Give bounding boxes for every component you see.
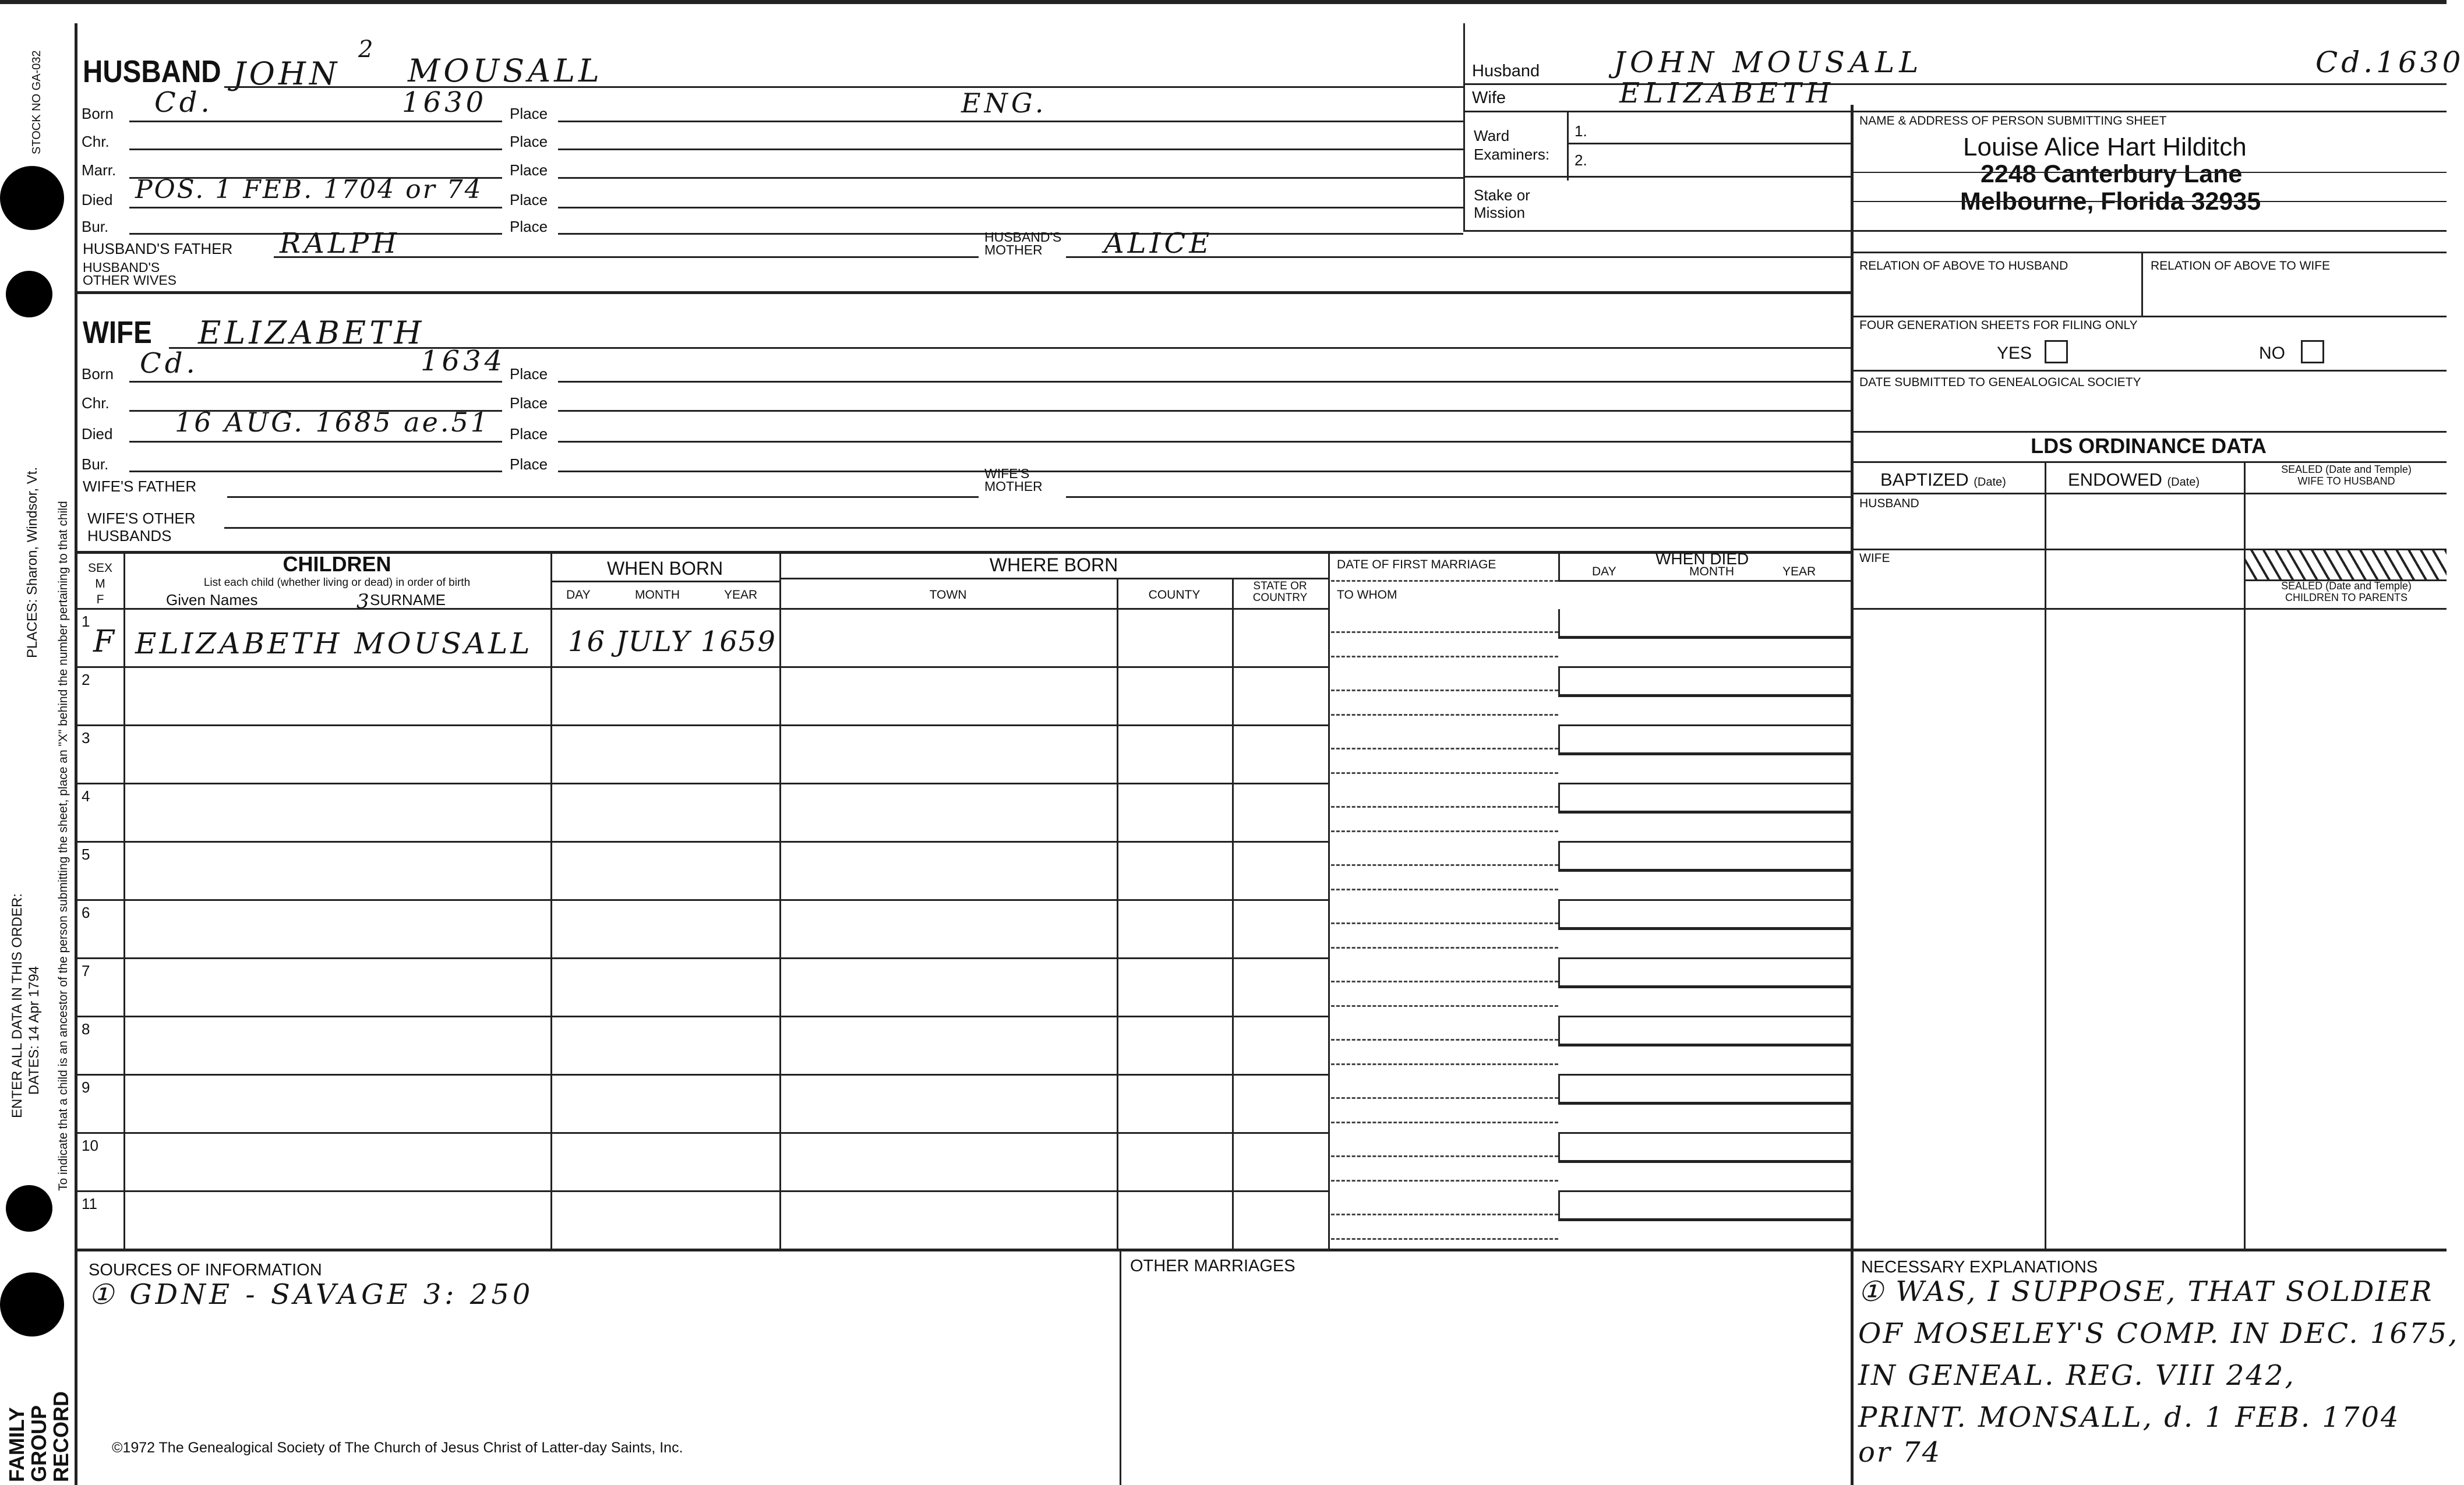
child-number: 7: [82, 962, 90, 980]
wife-heading: WIFE: [83, 315, 152, 350]
child-birth-date: 16 JULY 1659: [568, 625, 776, 658]
right-circa-value: Cd.1630: [2315, 45, 2464, 79]
table-row: [0, 608, 2447, 666]
explanation-line-2: OF MOSELEY'S COMP. IN DEC. 1675,: [1858, 1317, 2459, 1350]
sources-text: ① GDNE - SAVAGE 3: 250: [89, 1278, 534, 1311]
bottom-divider-1: [1120, 1249, 1121, 1485]
when-died-header: WHEN DIED: [1655, 550, 1749, 568]
died-box-line: [1558, 1044, 1851, 1046]
marriage-date-dash: [1331, 864, 1558, 866]
child-name: ELIZABETH MOUSALL: [135, 627, 533, 660]
marriage-whom-dash: [1331, 1180, 1558, 1182]
died-box-left: [1558, 842, 1560, 870]
wife-bur-place-label: Place: [510, 455, 548, 473]
table-row: [0, 841, 2447, 899]
died-box-left: [1558, 1075, 1560, 1103]
husband-chr-label: Chr.: [82, 133, 110, 150]
marriage-whom-dash: [1331, 656, 1558, 657]
child-number: 1: [82, 613, 90, 630]
binder-hole-4: [0, 1272, 64, 1336]
marriage-date-dash: [1331, 1214, 1558, 1215]
no-label: NO: [2259, 344, 2285, 363]
marriage-whom-dash: [1331, 1005, 1558, 1007]
examiner-2-label: 2.: [1575, 151, 1587, 169]
died-day-header: DAY: [1592, 565, 1616, 578]
wifes-father-label: WIFE'S FATHER: [83, 478, 197, 495]
table-row: [0, 724, 2447, 783]
marriage-date-dash: [1331, 981, 1558, 982]
top-border: [0, 0, 2447, 4]
died-box-left: [1558, 1017, 1560, 1045]
relation-top-line: [1851, 252, 2447, 253]
state-header: STATE OR COUNTRY: [1252, 580, 1308, 604]
husband-generation-mark: 2: [358, 36, 377, 63]
col-died-left: [1558, 551, 1560, 580]
address-line-3: [1851, 230, 2447, 232]
marriage-whom-dash: [1331, 1063, 1558, 1065]
child-number: 6: [82, 904, 90, 921]
wifes-mother-label: WIFE'S MOTHER: [984, 466, 1043, 494]
died-box-left: [1558, 784, 1560, 812]
examiners-label: Examiners:: [1474, 146, 1550, 163]
bottom-section-line: [75, 1249, 2447, 1251]
wife-born-year: 1634: [421, 345, 506, 377]
four-generation-bottom-line: [1851, 370, 2447, 372]
yes-checkbox[interactable]: [2045, 340, 2068, 363]
husband-born-place-line: [558, 121, 1463, 122]
ward-divider: [1567, 111, 1569, 181]
yes-label: YES: [1997, 344, 2032, 363]
wife-given-name: ELIZABETH: [198, 314, 425, 351]
explanation-line-3: IN GENEAL. REG. VIII 242,: [1858, 1359, 2296, 1392]
husband-bur-place-label: Place: [510, 218, 548, 235]
submitter-city: Melbourne, Florida 32935: [1960, 188, 2261, 215]
husband-born-line: [129, 121, 502, 122]
marriage-whom-dash: [1331, 947, 1558, 949]
born-month-header: MONTH: [635, 588, 680, 602]
child-number: 3: [82, 729, 90, 747]
stake-label: Stake or Mission: [1474, 186, 1530, 221]
first-marriage-header: DATE OF FIRST MARRIAGE: [1337, 558, 1496, 571]
wife-chr-label: Chr.: [82, 394, 110, 412]
husband-born-place-label: Place: [510, 105, 548, 122]
husbands-other-wives-label: HUSBAND'S OTHER WIVES: [83, 260, 177, 288]
husbands-mother-label: HUSBAND'S MOTHER: [984, 229, 1062, 257]
endowed-label: ENDOWED (Date): [2068, 469, 2200, 490]
husband-marr-place-line: [558, 177, 1463, 179]
when-born-header: WHEN BORN: [606, 558, 723, 579]
wife-born-place-label: Place: [510, 365, 548, 383]
county-header: COUNTY: [1148, 588, 1201, 602]
husbands-father-label: HUSBAND'S FATHER: [83, 240, 233, 257]
born-day-header: DAY: [566, 588, 591, 602]
explanation-line-5: or 74: [1858, 1436, 1942, 1469]
ward-label: Ward: [1474, 127, 1510, 144]
died-box-line: [1558, 1160, 1851, 1163]
wife-died-line: [129, 441, 502, 443]
died-box-line: [1558, 927, 1851, 930]
husband-surname: MOUSALL: [408, 52, 603, 89]
date-submitted-line: [1851, 431, 2447, 433]
husbands-father-line: [274, 256, 979, 258]
no-checkbox[interactable]: [2301, 340, 2324, 363]
wife-bur-line: [129, 471, 502, 472]
wifes-other-husbands-label: WIFE'S OTHER HUSBANDS: [87, 510, 196, 544]
child-number: 10: [82, 1137, 98, 1154]
wife-born-line: [129, 381, 502, 383]
when-born-sub-line: [550, 581, 779, 582]
side-dates: DATES: 14 Apr 1794: [26, 966, 42, 1095]
relation-husband-label: RELATION OF ABOVE TO HUSBAND: [1859, 259, 2068, 273]
husband-died-place-label: Place: [510, 191, 548, 208]
marriage-whom-dash: [1331, 772, 1558, 774]
lds-wife-label: WIFE: [1859, 551, 1890, 565]
stock-number: STOCK NO GA-032: [30, 50, 43, 154]
right-husband-line: [1463, 83, 2447, 85]
right-wife-value: ELIZABETH: [1619, 77, 1835, 109]
died-box-line: [1558, 694, 1851, 697]
died-box-left: [1558, 667, 1560, 695]
lds-heading: LDS ORDINANCE DATA: [2031, 434, 2267, 458]
table-row: [0, 1132, 2447, 1190]
relation-bottom-line: [1851, 316, 2447, 317]
wife-died-place-line: [558, 441, 1851, 443]
submitter-name: Louise Alice Hart Hilditch: [1963, 133, 2247, 161]
born-year-header: YEAR: [724, 588, 758, 602]
right-husband-value: JOHN MOUSALL: [1614, 45, 1923, 79]
husband-died-label: Died: [82, 191, 113, 208]
husband-chr-place-line: [558, 148, 1463, 150]
four-generation-label: FOUR GENERATION SHEETS FOR FILING ONLY: [1859, 319, 2138, 332]
examiner-1-line: [1567, 143, 1851, 144]
form-title: FAMILY GROUP RECORD: [5, 1391, 73, 1482]
side-places: PLACES: Sharon, Windsor, Vt.: [24, 466, 40, 658]
surname-header: SURNAME: [370, 591, 446, 609]
wife-chr-place-label: Place: [510, 394, 548, 412]
husband-died-line: [129, 207, 502, 208]
relation-divider: [2141, 252, 2143, 316]
husband-right-divider: [1463, 23, 1465, 230]
marriage-whom-dash: [1331, 830, 1558, 832]
husband-section-bottom: [75, 291, 1851, 294]
where-born-header: WHERE BORN: [989, 554, 1118, 575]
table-row: [0, 1016, 2447, 1074]
died-box-line: [1558, 752, 1851, 755]
sex-header: SEX M F: [87, 561, 113, 606]
other-marriages-label: OTHER MARRIAGES: [1130, 1257, 1295, 1275]
died-box-left: [1558, 900, 1560, 928]
address-line-2: [1851, 201, 2447, 202]
died-box-left: [1558, 609, 1560, 637]
died-box-left: [1558, 959, 1560, 987]
wife-born-place-line: [558, 381, 1851, 383]
wife-died-label: Died: [82, 425, 113, 443]
husband-born-place: ENG.: [961, 87, 1047, 119]
marriage-whom-dash: [1331, 1238, 1558, 1240]
lds-husband-label: HUSBAND: [1859, 497, 1919, 510]
sealed-wife-label: SEALED (Date and Temple) WIFE TO HUSBAND: [2281, 464, 2412, 487]
child-sex: F: [93, 624, 118, 659]
baptized-label: BAPTIZED (Date): [1880, 469, 2006, 490]
sealed-hatch-area: [2246, 550, 2447, 579]
marriage-date-dash: [1331, 1097, 1558, 1099]
table-row: [0, 957, 2447, 1016]
husband-marr-place-label: Place: [510, 161, 548, 179]
wifes-father-line: [227, 496, 979, 498]
relation-wife-label: RELATION OF ABOVE TO WIFE: [2151, 259, 2331, 273]
died-year-header: YEAR: [1782, 565, 1816, 578]
examiner-2-line: [1463, 176, 1851, 178]
died-box-line: [1558, 985, 1851, 988]
first-marriage-dash: [1331, 580, 1558, 582]
husband-born-label: Born: [82, 105, 114, 122]
wife-died-date: 16 AUG. 1685 ae.51: [175, 406, 490, 438]
children-subheader: List each child (whether living or dead) in order of birth: [203, 577, 471, 589]
marriage-whom-dash: [1331, 714, 1558, 716]
right-wife-label: Wife: [1472, 89, 1506, 107]
date-submitted-label: DATE SUBMITTED TO GENEALOGICAL SOCIETY: [1859, 376, 2141, 389]
died-box-left: [1558, 1133, 1560, 1161]
wifes-other-husbands-line: [224, 527, 1851, 529]
table-row: [0, 1074, 2447, 1132]
explanation-line-4: PRINT. MONSALL, d. 1 FEB. 1704: [1858, 1401, 2401, 1434]
husband-born-date: Cd.: [154, 86, 213, 119]
copyright-notice: ©1972 The Genealogical Society of The Church of Jesus Christ of Latter-day Saints, Inc.: [112, 1440, 683, 1456]
marriage-whom-dash: [1331, 889, 1558, 890]
died-box-line: [1558, 1218, 1851, 1221]
child-number: 8: [82, 1020, 90, 1038]
town-header: TOWN: [929, 588, 967, 602]
child-number: 2: [82, 671, 90, 688]
husband-bur-label: Bur.: [82, 218, 109, 235]
died-box-line: [1558, 1102, 1851, 1105]
marriage-date-dash: [1331, 748, 1558, 749]
table-row: [0, 783, 2447, 841]
died-box-left: [1558, 1191, 1560, 1219]
husband-chr-place-label: Place: [510, 133, 548, 150]
explanation-line-1: ① WAS, I SUPPOSE, THAT SOLDIER: [1858, 1275, 2434, 1308]
explanations-label: NECESSARY EXPLANATIONS: [1861, 1258, 2098, 1277]
marriage-date-dash: [1331, 1039, 1558, 1041]
stake-line: [1463, 230, 1851, 232]
died-month-header: MONTH: [1689, 565, 1734, 578]
wifes-mother-line: [1066, 496, 1851, 498]
table-row: [0, 1190, 2447, 1249]
wife-chr-place-line: [558, 410, 1851, 412]
child-number: 4: [82, 787, 90, 805]
lds-subheader-line: [1851, 493, 2447, 494]
right-husband-label: Husband: [1472, 62, 1540, 80]
right-wife-line: [1463, 111, 2447, 112]
died-sub-line: [1558, 580, 1851, 582]
binder-hole-1: [0, 166, 64, 230]
child-number: 9: [82, 1079, 90, 1096]
husband-marr-label: Marr.: [82, 161, 117, 179]
examiner-1-label: 1.: [1575, 122, 1587, 140]
marriage-date-dash: [1331, 806, 1558, 808]
husband-died-place-line: [558, 207, 1463, 208]
side-enter: ENTER ALL DATA IN THIS ORDER:: [9, 893, 25, 1118]
wife-bur-label: Bur.: [82, 455, 109, 473]
name-address-label: NAME & ADDRESS OF PERSON SUBMITTING SHEET: [1859, 114, 2167, 128]
died-box-line: [1558, 869, 1851, 872]
husband-born-year: 1630: [402, 86, 488, 119]
table-row: [0, 666, 2447, 724]
submitter-street: 2248 Canterbury Lane: [1981, 160, 2243, 188]
sources-label: SOURCES OF INFORMATION: [89, 1261, 322, 1279]
to-whom-header: TO WHOM: [1337, 588, 1397, 602]
marriage-whom-dash: [1331, 1122, 1558, 1123]
marriage-date-dash: [1331, 1155, 1558, 1157]
wife-born-label: Born: [82, 365, 114, 383]
husbands-mother-line: [1066, 256, 1851, 258]
husbands-mother-value: ALICE: [1104, 227, 1213, 260]
child-number: 11: [82, 1195, 97, 1212]
table-row: [0, 899, 2447, 957]
children-header: CHILDREN: [283, 552, 391, 576]
where-born-sub-line: [779, 578, 1328, 579]
given-names-header: Given Names: [166, 591, 258, 609]
husband-chr-line: [129, 148, 502, 150]
marriage-date-dash: [1331, 631, 1558, 633]
binder-hole-2: [6, 271, 52, 317]
sealed-children-label: SEALED (Date and Temple) CHILDREN TO PARENTS: [2281, 580, 2412, 603]
lds-heading-line: [1851, 461, 2447, 463]
wife-born-date: Cd.: [140, 347, 199, 380]
died-box-line: [1558, 636, 1851, 639]
husbands-father-value: RALPH: [280, 227, 400, 260]
wife-bur-place-line: [558, 471, 1851, 472]
husband-given-name: JOHN: [233, 55, 341, 92]
child-number: 5: [82, 846, 90, 863]
wife-died-place-label: Place: [510, 425, 548, 443]
marriage-date-dash: [1331, 922, 1558, 924]
husband-heading: HUSBAND: [83, 54, 221, 89]
husband-died-date: POS. 1 FEB. 1704 or 74: [135, 175, 483, 204]
side-indicate: To indicate that a child is an ancestor of the person submitting the sheet, place an "X" behind the number pertaining to that child: [57, 501, 70, 1191]
address-line-1: [1851, 172, 2447, 173]
child-generation-mark: 3: [356, 590, 373, 613]
died-box-line: [1558, 811, 1851, 814]
marriage-date-dash: [1331, 690, 1558, 691]
died-box-left: [1558, 726, 1560, 754]
